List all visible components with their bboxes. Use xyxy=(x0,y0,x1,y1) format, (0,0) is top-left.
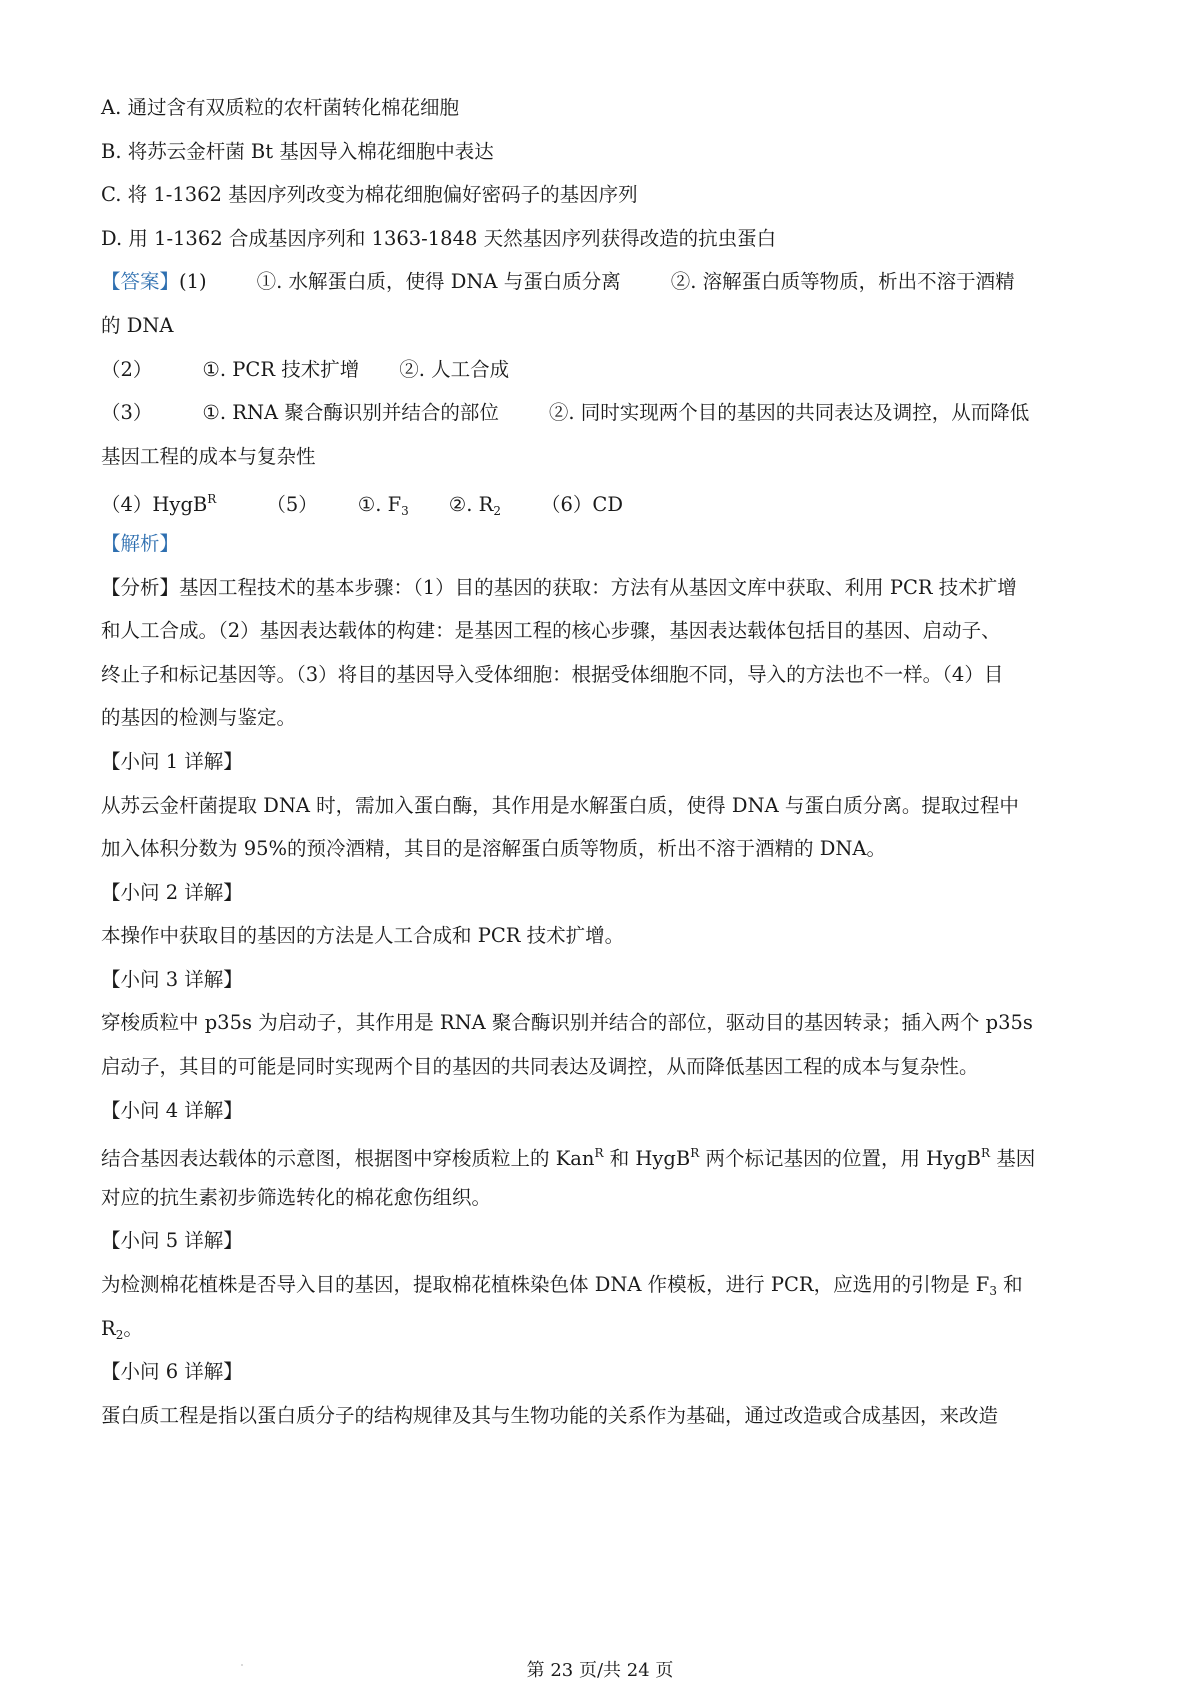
answer-line-3 xyxy=(101,348,1111,392)
document-body xyxy=(101,86,1111,1437)
answer-q5-part-b: ②. R xyxy=(448,493,494,517)
detail-paragraph-line xyxy=(101,1132,1111,1176)
answer-q6: （6）CD xyxy=(541,493,623,517)
detail-4-text: 基因 xyxy=(990,1147,1036,1171)
detail-paragraph-line: 从苏云金杆菌提取 DNA 时，需加入蛋白酶，其作用是水解蛋白质，使得 DNA 与蛋白质分离。提取过程中 xyxy=(101,793,1019,817)
detail-4-superscript: R xyxy=(594,1146,604,1161)
analysis-tag: 【解析】 xyxy=(101,531,180,555)
answer-q5-part-b-subscript: 2 xyxy=(493,504,501,519)
answer-line-2: 的 DNA xyxy=(101,313,174,337)
answer-q2-number: （2） xyxy=(101,357,153,381)
answer-q2-part-b: ②. 人工合成 xyxy=(399,357,510,381)
answer-q1-part-a: ①. 水解蛋白质，使得 DNA 与蛋白质分离 xyxy=(256,270,621,294)
answer-q1-part-b: ②. 溶解蛋白质等物质，析出不溶于酒精 xyxy=(670,270,1015,294)
detail-5-text: R xyxy=(101,1316,116,1340)
detail-paragraph-line: 穿梭质粒中 p35s 为启动子，其作用是 RNA 聚合酶识别并结合的部位，驱动目的基因转录；插入两个 p35s xyxy=(101,1011,1033,1035)
answer-q3-part-b: ②. 同时实现两个目的基因的共同表达及调控，从而降低 xyxy=(548,401,1030,425)
detail-heading-4: 【小问 4 详解】 xyxy=(101,1098,243,1122)
answer-q1-number: (1) xyxy=(179,270,207,294)
option-c: C. 将 1-1362 基因序列改变为棉花细胞偏好密码子的基因序列 xyxy=(101,183,638,207)
answer-q4-number: （4） xyxy=(101,493,153,517)
answer-q4-text: HygB xyxy=(152,493,208,517)
analysis-line: 终止子和标记基因等。（3）将目的基因导入受体细胞：根据受体细胞不同，导入的方法也不一样。（4）目 xyxy=(101,662,1004,686)
detail-5-subscript: 2 xyxy=(115,1327,124,1342)
detail-paragraph-line: 启动子，其目的可能是同时实现两个目的基因的共同表达及调控，从而降低基因工程的成本与复杂性。 xyxy=(101,1055,979,1079)
page-footer: 第 23 页/共 24 页 xyxy=(526,1660,674,1681)
detail-paragraph-line: 本操作中获取目的基因的方法是人工合成和 PCR 技术扩增。 xyxy=(101,924,625,948)
detail-4-superscript: R xyxy=(981,1146,991,1161)
answer-q3-part-a: ①. RNA 聚合酶识别并结合的部位 xyxy=(202,401,499,425)
answer-line-1 xyxy=(101,260,1111,304)
detail-heading-1: 【小问 1 详解】 xyxy=(101,749,243,773)
answer-tag: 【答案】 xyxy=(101,270,180,294)
answer-q2-part-a: ①. PCR 技术扩增 xyxy=(202,357,360,381)
detail-4-text: 结合基因表达载体的示意图，根据图中穿梭质粒上的 Kan xyxy=(101,1147,595,1171)
detail-heading-5: 【小问 5 详解】 xyxy=(101,1229,243,1253)
detail-paragraph-line: 蛋白质工程是指以蛋白质分子的结构规律及其与生物功能的关系作为基础，通过改造或合成基因，来改造 xyxy=(101,1403,999,1427)
answer-q4-superscript: R xyxy=(207,492,217,507)
option-b: B. 将苏云金杆菌 Bt 基因导入棉花细胞中表达 xyxy=(101,139,494,163)
detail-5-subscript: 3 xyxy=(989,1284,997,1299)
analysis-line: 和人工合成。（2）基因表达载体的构建：是基因工程的核心步骤，基因表达载体包括目的基因、启动子、 xyxy=(101,619,1001,643)
analysis-line: 的基因的检测与鉴定。 xyxy=(101,706,297,730)
detail-paragraph-line: 对应的抗生素初步筛选转化的棉花愈伤组织。 xyxy=(101,1185,492,1209)
answer-line-6 xyxy=(101,478,1111,522)
detail-paragraph-line xyxy=(101,1307,1111,1351)
option-a: A. 通过含有双质粒的农杆菌转化棉花细胞 xyxy=(101,96,459,119)
detail-4-text: 和 HygB xyxy=(603,1147,691,1171)
answer-line-4 xyxy=(101,391,1111,435)
option-d: D. 用 1-1362 合成基因序列和 1363-1848 天然基因序列获得改造的抗虫蛋白 xyxy=(101,226,777,250)
detail-heading-6: 【小问 6 详解】 xyxy=(101,1360,243,1384)
detail-4-text: 两个标记基因的位置，用 HygB xyxy=(699,1147,982,1171)
answer-q5-part-a-subscript: 3 xyxy=(401,504,409,519)
answer-q5-part-a: ①. F xyxy=(357,493,402,517)
answer-q3-number: （3） xyxy=(101,401,153,425)
detail-5-text: 。 xyxy=(123,1316,143,1340)
detail-5-text: 和 xyxy=(996,1273,1023,1297)
detail-heading-2: 【小问 2 详解】 xyxy=(101,880,243,904)
detail-paragraph-line xyxy=(101,1263,1111,1307)
analysis-line: 【分析】基因工程技术的基本步骤：（1）目的基因的获取：方法有从基因文库中获取、利用 PCR 技术扩增 xyxy=(101,575,1017,599)
detail-heading-3: 【小问 3 详解】 xyxy=(101,967,243,991)
answer-line-5: 基因工程的成本与复杂性 xyxy=(101,444,316,468)
answer-q5-number: （5） xyxy=(266,493,318,517)
detail-5-text: 为检测棉花植株是否导入目的基因，提取棉花植株染色体 DNA 作模板，进行 PCR，应选用的引物是 F xyxy=(101,1273,990,1297)
detail-4-superscript: R xyxy=(690,1146,700,1161)
detail-paragraph-line: 加入体积分数为 95%的预冷酒精，其目的是溶解蛋白质等物质，析出不溶于酒精的 DNA。 xyxy=(101,837,887,861)
